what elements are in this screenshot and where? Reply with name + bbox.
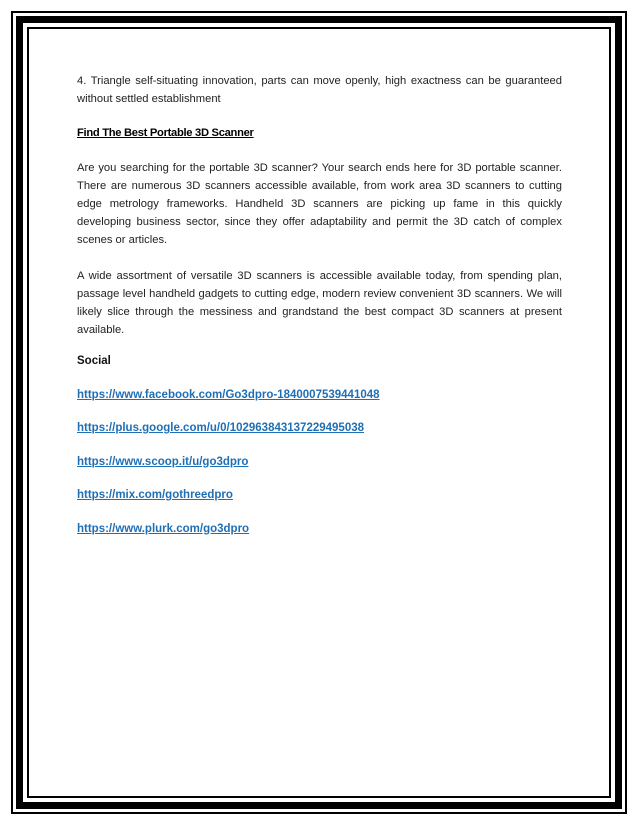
paragraph-assortment: A wide assortment of versatile 3D scanners is accessible available today, from spending plan, passage level handheld gadgets to cutting edge, modern review convenient 3D scanners. We will likely slice through the messiness and grandstand the best compact 3D scanners at present available.: [77, 270, 562, 336]
scoop-it-link[interactable]: https://www.scoop.it/u/go3dpro: [77, 455, 249, 468]
list-item: [77, 404, 562, 438]
list-item: [77, 437, 562, 471]
google-plus-link[interactable]: https://plus.google.com/u/0/102963843137229495038: [77, 422, 365, 434]
social-label: Social: [77, 355, 111, 367]
section-heading: Find The Best Portable 3D Scanner: [77, 127, 254, 139]
social-links-list: [77, 370, 562, 538]
paragraph-intro: Are you searching for the portable 3D scanner? Your search ends here for 3D portable scanner. There are numerous 3D scanners accessible available, from work area 3D scanners to cutting edge metrology frameworks. Handheld 3D scanners are picking up fame in this quickly developing business sector, since they offer adaptability and permit the 3D catch of complex scenes or articles.: [77, 162, 562, 246]
list-item: [77, 370, 562, 404]
plurk-link[interactable]: https://www.plurk.com/go3dpro: [77, 522, 250, 535]
mix-link[interactable]: https://mix.com/gothreedpro: [77, 489, 233, 501]
paragraph-feature-4: 4. Triangle self-situating innovation, parts can move openly, high exactness can be guaranteed without settled establishment: [77, 75, 562, 105]
facebook-link[interactable]: https://www.facebook.com/Go3dpro-1840007539441048: [77, 388, 380, 401]
document-body: [77, 72, 562, 538]
list-item: [77, 504, 562, 538]
list-item: [77, 471, 562, 505]
